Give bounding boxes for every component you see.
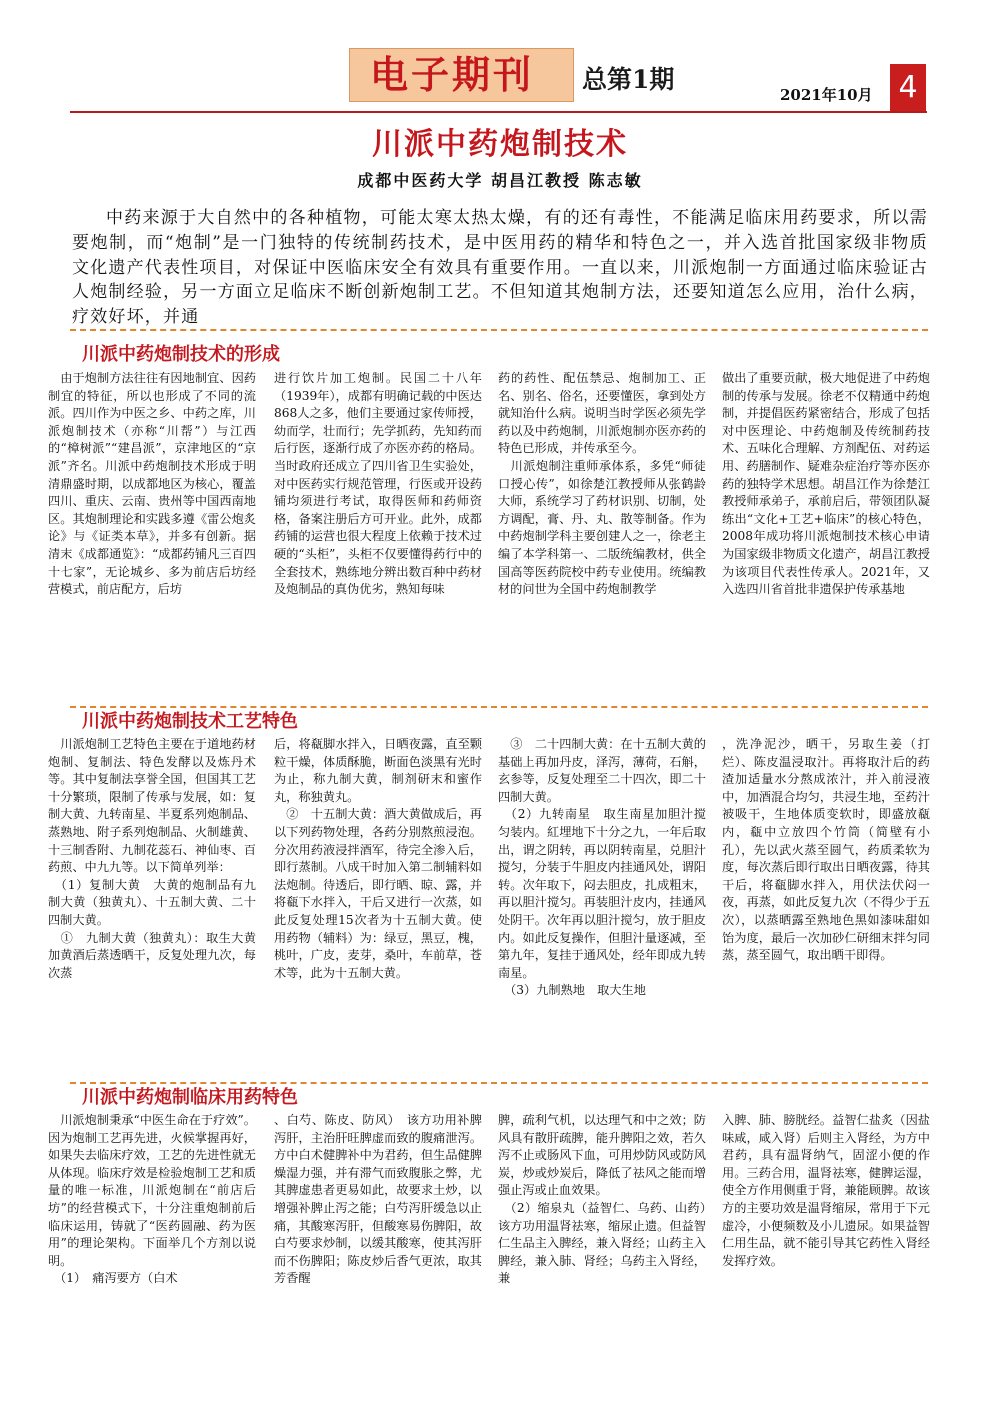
column-text: 、白芍、陈皮、防风） 该方功用补脾泻肝，主治肝旺脾虚而致的腹痛泄泻。方中白术健脾补中为君药，但生品健脾燥湿力强，并有滞气而致腹胀之弊，尤其脾虚患者更易如此，故要求土炒，以增强补脾止泻之能；白芍泻肝缓急以止痛，其酸寒泻肝，但酸寒易伤脾阳，故白芍要求炒制，以缓其酸寒，使其泻肝而不伤脾阳；陈皮炒后香气更浓，取其芳香醒 — [274, 1113, 482, 1286]
section-clinical-column-1 — [48, 1112, 256, 1374]
section-title-clinical: 川派中药炮制临床用药特色 — [82, 1087, 298, 1108]
section-formation-column-4 — [722, 370, 930, 698]
masthead-title: 电子期刊 — [370, 52, 535, 97]
section-divider — [70, 1082, 928, 1084]
issue-date: 2021年10月 — [780, 86, 873, 104]
column-text: ③ 二十四制大黄：在十五制大黄的基础上再加丹皮，泽泻，薄荷，石斛，玄参等，反复处理至二十四次，即二十四制大黄。 （2）九转南星 取生南星加胆汁搅匀装内。紅埋地下十分之九，一年后取出，谓之阴转，再以阴转南星，兑胆汁搅匀，分装于牛胆皮内挂通风处，谓阳转。次年取下，闷去胆皮，扎成粗末，再以胆汁搅匀。再装胆汁皮内，挂通风处阴干。次年再以胆汁搅匀，放于胆皮内。如此反复操作，但胆汁量逐减，至第九年，复挂于通风处，经年即成九转南星。 （3）九制熟地 取大生地 — [498, 737, 706, 998]
column-text: 川派炮制秉承“中医生命在于疗效”。因为炮制工艺再先进，火候掌握再好，如果失去临床疗效，工艺的先进性就无从体现。临床疗效是检验炮制工艺和质量的唯一标准，川派炮制在“前店后坊”的经营模式下，十分注重炮制前后临床运用，铸就了“医药圆融、药为医用”的理论架构。下面举几个方剂以说明。 （1） 痛泻要方（白术 — [48, 1113, 256, 1286]
section-craft-column-3 — [498, 736, 706, 1076]
column-text: 药的药性、配伍禁忌、炮制加工、正名、别名、俗名，还要懂医，拿到处方就知治什么病。说明当时学医必须先学药以及中药炮制，川派炮制亦医亦药的特色已形成，并传承至今。 川派炮制注重师承体系，多凭“师徒口授心传”，如徐楚江教授师从张鹤龄大师，系统学习了药材识别、切制，处方调配，膏、丹、丸、散等制备。作为中药炮制学科主要创建人之一，徐老主编了本学科第一、二版统编教材，供全国高等医药院校中药专业使用。统编教材的问世为全国中药炮制教学 — [498, 371, 706, 597]
section-formation-column-3 — [498, 370, 706, 698]
section-clinical-column-4 — [722, 1112, 930, 1374]
section-formation-column-1 — [48, 370, 256, 698]
section-divider — [70, 706, 928, 708]
section-craft-column-2 — [274, 736, 482, 1076]
article-byline: 成都中医药大学 胡昌江教授 陈志敏 — [357, 171, 643, 190]
intro-text: 中药来源于大自然中的各种植物，可能太寒太热太燥，有的还有毒性，不能满足临床用药要求，所以需要炮制，而“炮制”是一门独特的传统制药技术，是中医用药的精华和特色之一，并入选首批国家级非物质文化遗产代表性项目，对保证中医临床安全有效具有重要作用。一直以来，川派炮制一方面通过临床验证古人炮制经验，另一方面立足临床不断创新炮制工艺。不但知道其炮制方法，还要知道怎么应用，治什么病，疗效好坏，并通 — [72, 208, 928, 328]
section-title-formation: 川派中药炮制技术的形成 — [82, 344, 280, 365]
column-text: 做出了重要贡献，极大地促进了中药炮制的传承与发展。徐老不仅精通中药炮制，并提倡医药紧密结合，形成了包括对中医理论、中药炮制及传统制药技术、五味化合理解、方剂配伍、对药运用、药膳制作、疑难杂症治疗等亦医亦药的独特学术思想。胡昌江作为徐楚江教授师承弟子，承前启后，带领团队凝练出“文化+工艺+临床”的核心特色，2008年成功将川派炮制技术核心申请为国家级非物质文化遗产，胡昌江教授为该项目代表性传承人。2021年，又入选四川省首批非遗保护传承基地 — [722, 371, 930, 597]
column-text: 进行饮片加工炮制。民国二十八年（1939年），成都有明确记载的中医达868人之多，他们主要通过家传师授，幼而学，壮而行；先学抓药，先知药而后行医，逐渐行成了亦医亦药的格局。当时政府还成立了四川省卫生实验处，对中医药实行规范管理，行医或开设药铺均须进行考试，取得医师和药师资格，备案注册后方可开业。此外，成都药铺的运营也很大程度上依赖于技术过硬的“头柜”，头柜不仅要懂得药行中的全套技术，熟练地分辨出数百种中药材及炮制品的真伪优劣，熟知每味 — [274, 371, 482, 597]
article-title: 川派中药炮制技术 — [372, 127, 628, 162]
section-craft-column-1 — [48, 736, 256, 1076]
section-clinical-column-3 — [498, 1112, 706, 1374]
column-text: 川派炮制工艺特色主要在于道地药材炮制、复制法、特色发酵以及炼丹术等。其中复制法享誉全国，但国其工艺十分繁琐，限制了传承与发展，如：复制大黄、九转南星、半夏系列炮制品、蒸熟地、附子系列炮制品、火制雄黄、十三制香附、九制花蕊石、神仙枣、百药煎、中九九等。以下简单列举： （1）复制大黄 大黄的炮制品有九制大黄（独黄丸）、十五制大黄、二十四制大黄。 ① 九制大黄（独黄丸）：取生大黄加黄酒后蒸透晒干，反复处理九次，每次蒸 — [48, 737, 256, 980]
column-text: 入脾、肺、膀胱经。益智仁盐炙（因盐味咸，咸入肾）后则主入肾经，为方中君药，具有温肾纳气，固涩小便的作用。三药合用，温肾祛寒，健脾运湿，使全方作用侧重于肾，兼能顾脾。故该方的主要功效是温肾缩尿，常用于下元虚冷，小便频数及小儿遗尿。如果益智仁用生品，就不能引导其它药性入肾经发挥疗效。 — [722, 1113, 930, 1268]
issue-number: 总第1期 — [582, 65, 675, 94]
column-text: 由于炮制方法往往有因地制宜、因药制宜的特征，所以也形成了不同的流派。四川作为中医之乡、中药之库，川派炮制技术（亦称“川帮”）与江西的“樟树派”“建昌派”，京津地区的“京派”齐名。川派中药炮制技术形成于明清鼎盛时期，以成都地区为核心，覆盖四川、重庆、云南、贵州等中国西南地区。其炮制理论和实践多遵《雷公炮炙论》与《证类本草》，并多有创新。据清末《成都通览》：“成都药铺凡三百四十七家”，无论城乡、多为前店后坊经营模式，前店配方，后坊 — [48, 371, 256, 597]
section-clinical-column-2 — [274, 1112, 482, 1374]
header-divider — [70, 111, 927, 113]
section-formation-column-2 — [274, 370, 482, 698]
section-craft-column-4 — [722, 736, 930, 1076]
intro-paragraph — [72, 206, 928, 330]
column-text: 后，将瓻脚水拌入，日晒夜露，直至颗粒干燥，体质酥脆，断面色淡黑有光时为止，称九制大黄，制剂研末和蜜作丸，称独黄丸。 ② 十五制大黄：酒大黄做成后，再以下列药物处理，各药分别熬煎浸泡。分次用药液浸拌酒军，待完全渗入后，即行蒸制。八成干时加入第二制辅料如法炮制。待透后，即行晒、晾、露，并将瓻下水拌入，干后又进行一次蒸，如此反复处理15次者为十五制大黄。使用药物（辅料）为：绿豆，黑豆，槐，桃叶，广皮，麦芽，桑叶，车前草，苍术等，此为十五制大黄。 — [274, 737, 482, 980]
column-text: ，洗净泥沙，晒干，另取生姜（打烂）、陈皮温浸取汁。再将取汁后的药渣加适量水分熬成浓汁，并入前浸液中，加酒混合均匀，共浸生地，至药汁被吸干，生地体质变软时，即盛放瓻内，瓻中立放四个竹筒（简壁有小孔），先以武火蒸至圆气，药质柔软为度，每次蒸后即行取出日晒夜露，待其干后，将瓻脚水拌入，用伏法伏闷一夜，再蒸，如此反复九次（不得少于五次），以蒸晒露至熟地色黑如漆味甜如饴为度，最后一次加砂仁研细末拌匀同蒸，蒸至圆气，取出晒干即得。 — [722, 737, 930, 963]
column-text: 脾，疏利气机，以达理气和中之效；防风具有散肝疏脾，能升脾阳之效，若久泻不止或肠风下血，可用炒防风或防风炭，炒或炒炭后，降低了祛风之能而增强止泻或止血效果。 （2）缩泉丸（益智仁、乌药、山药） 该方功用温肾祛寒，缩尿止遗。但益智仁生品主入脾经，兼入肾经；山药主入脾经，兼入肺、肾经；乌药主入肾经，兼 — [498, 1113, 706, 1286]
section-title-craft: 川派中药炮制技术工艺特色 — [82, 711, 298, 732]
section-divider — [70, 329, 928, 331]
page-number-badge: 4 — [890, 64, 926, 112]
